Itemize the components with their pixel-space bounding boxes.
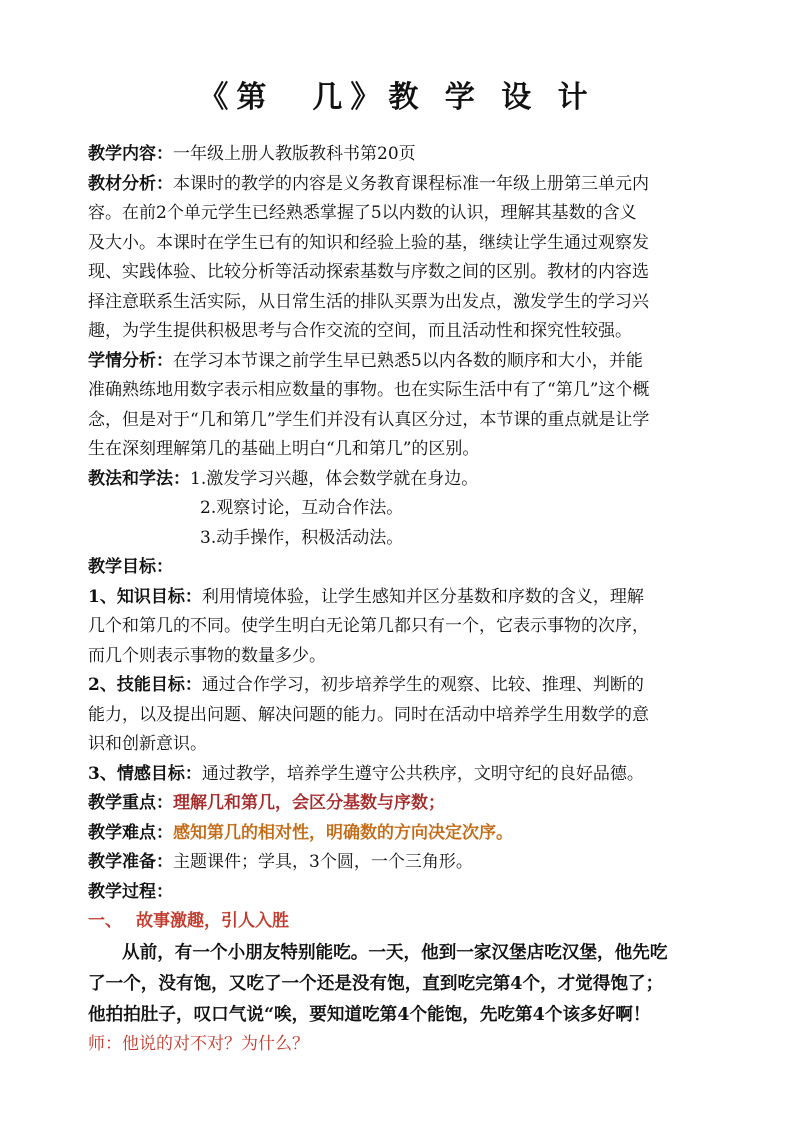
learner-analysis-line: 准确熟练地用数字表示相应数量的事物。也在实际生活中有了“第几”这个概 [88, 380, 650, 400]
page-title: 《第 几》教 学 设 计 [198, 80, 596, 115]
skill-goal-line: 能力，以及提出问题、解决问题的能力。同时在活动中培养学生用数学的意 [88, 704, 649, 725]
teaching-content-text: 一年级上册人教版教科书第20页 [173, 144, 416, 164]
section-one-heading [88, 907, 712, 937]
learner-analysis-line: 生在深刻理解第几的基础上明白“几和第几”的区别。 [88, 439, 480, 459]
story-line: 从前，有一个小朋友特别能吃。一天，他到一家汉堡店吃汉堡，他先吃 [122, 941, 668, 963]
learner-analysis-line: 在学习本节课之前学生早已熟悉5以内各数的顺序和大小，并能 [173, 350, 643, 371]
key-point-row: 教学重点：理解几和第几，会区分基数与序数； [88, 793, 445, 813]
teaching-content-label: 教学内容 [88, 144, 156, 164]
material-analysis-line: 本课时的教学的内容是义务教育课程标准一年级上册第三单元内 [173, 173, 649, 194]
material-analysis-label: 教材分析 [88, 173, 156, 194]
teacher-question: 师：他说的对不对？为什么？ [88, 1033, 309, 1054]
methods-item: 3.动手操作，积极活动法。 [200, 527, 404, 548]
knowledge-goal-label: 1、知识目标 [88, 586, 185, 607]
knowledge-goal-row: 1、知识目标：利用情境体验，让学生感知并区分基数和序数的含义，理解 [88, 586, 644, 607]
skill-goal-row: 2、技能目标：通过合作学习，初步培养学生的观察、比较、推理、判断的 [88, 675, 644, 695]
emotion-goal-row: 3、情感目标：通过教学，培养学生遵守公共秩序，文明守纪的良好品德。 [88, 763, 644, 784]
preparation-text: 主题课件；学具，3个圆，一个三角形。 [173, 852, 473, 872]
material-analysis-row: 教材分析：本课时的教学的内容是义务教育课程标准一年级上册第三单元内 [88, 173, 649, 194]
difficulty-label: 教学难点 [88, 822, 156, 843]
key-point-text: 理解几和第几，会区分基数与序数； [173, 793, 445, 813]
story-line: 了一个，没有饱，又吃了一个还是没有饱，直到吃完第4个，才觉得饱了； [88, 972, 664, 994]
document-body [88, 140, 712, 1059]
goals-heading: 教学目标： [88, 557, 173, 577]
learner-analysis-row: 学情分析：在学习本节课之前学生早已熟悉5以内各数的顺序和大小，并能 [88, 350, 643, 371]
knowledge-goal-line: 几个和第几的不同。使学生明白无论第几都只有一个，它表示事物的次序， [88, 616, 649, 636]
methods-row: 教法和学法：1.激发学习兴趣，体会数学就在身边。 [88, 468, 479, 489]
emotion-goal-text: 通过教学，培养学生遵守公共秩序，文明守纪的良好品德。 [201, 763, 644, 784]
learner-analysis-label: 学情分析 [88, 350, 156, 371]
skill-goal-line: 通过合作学习，初步培养学生的观察、比较、推理、判断的 [201, 675, 644, 695]
story-line: 他拍拍肚子，叹口气说“唉，要知道吃第4个能饱，先吃第4个该多好啊！ [88, 1003, 651, 1025]
methods-item: 1.激发学习兴趣，体会数学就在身边。 [190, 468, 479, 489]
learner-analysis-line: 念，但是对于“几和第几”学生们并没有认真区分过，本节课的重点就是让学 [88, 409, 650, 430]
section-one-title: 故事激趣，引人入胜 [136, 911, 289, 931]
teaching-content-row: 教学内容：一年级上册人教版教科书第20页 [88, 144, 416, 164]
material-analysis-line: 及大小。本课时在学生已有的知识和经验上验的基，继续让学生通过观察发 [88, 232, 649, 253]
material-analysis-line: 趣，为学生提供积极思考与合作交流的空间，而且活动性和探究性较强。 [88, 321, 632, 341]
material-analysis-line: 现、实践体验、比较分析等活动探索基数与序数之间的区别。教材的内容选 [88, 262, 649, 282]
process-heading: 教学过程： [88, 881, 173, 902]
key-point-label: 教学重点 [88, 793, 156, 813]
knowledge-goal-line: 而几个则表示事物的数量多少。 [88, 645, 326, 666]
emotion-goal-label: 3、情感目标 [88, 763, 185, 784]
preparation-row: 教学准备：主题课件；学具，3个圆，一个三角形。 [88, 852, 473, 872]
material-analysis-line: 择注意联系生活实际，从日常生活的排队买票为出发点，激发学生的学习兴 [88, 291, 649, 312]
difficulty-row: 教学难点：感知第几的相对性，明确数的方向决定次序。 [88, 822, 513, 843]
difficulty-text: 感知第几的相对性，明确数的方向决定次序。 [173, 822, 513, 843]
skill-goal-line: 识和创新意识。 [88, 734, 207, 754]
skill-goal-label: 2、技能目标 [88, 675, 185, 695]
story-paragraph [88, 937, 712, 1030]
section-one-number: 一、 [88, 911, 122, 931]
knowledge-goal-line: 利用情境体验，让学生感知并区分基数和序数的含义，理解 [201, 586, 644, 607]
methods-item: 2.观察讨论，互动合作法。 [200, 498, 404, 518]
preparation-label: 教学准备 [88, 852, 156, 872]
methods-label: 教法和学法 [88, 468, 173, 489]
material-analysis-line: 容。在前2个单元学生已经熟悉掌握了5以内数的认识，理解其基数的含义 [88, 203, 637, 223]
